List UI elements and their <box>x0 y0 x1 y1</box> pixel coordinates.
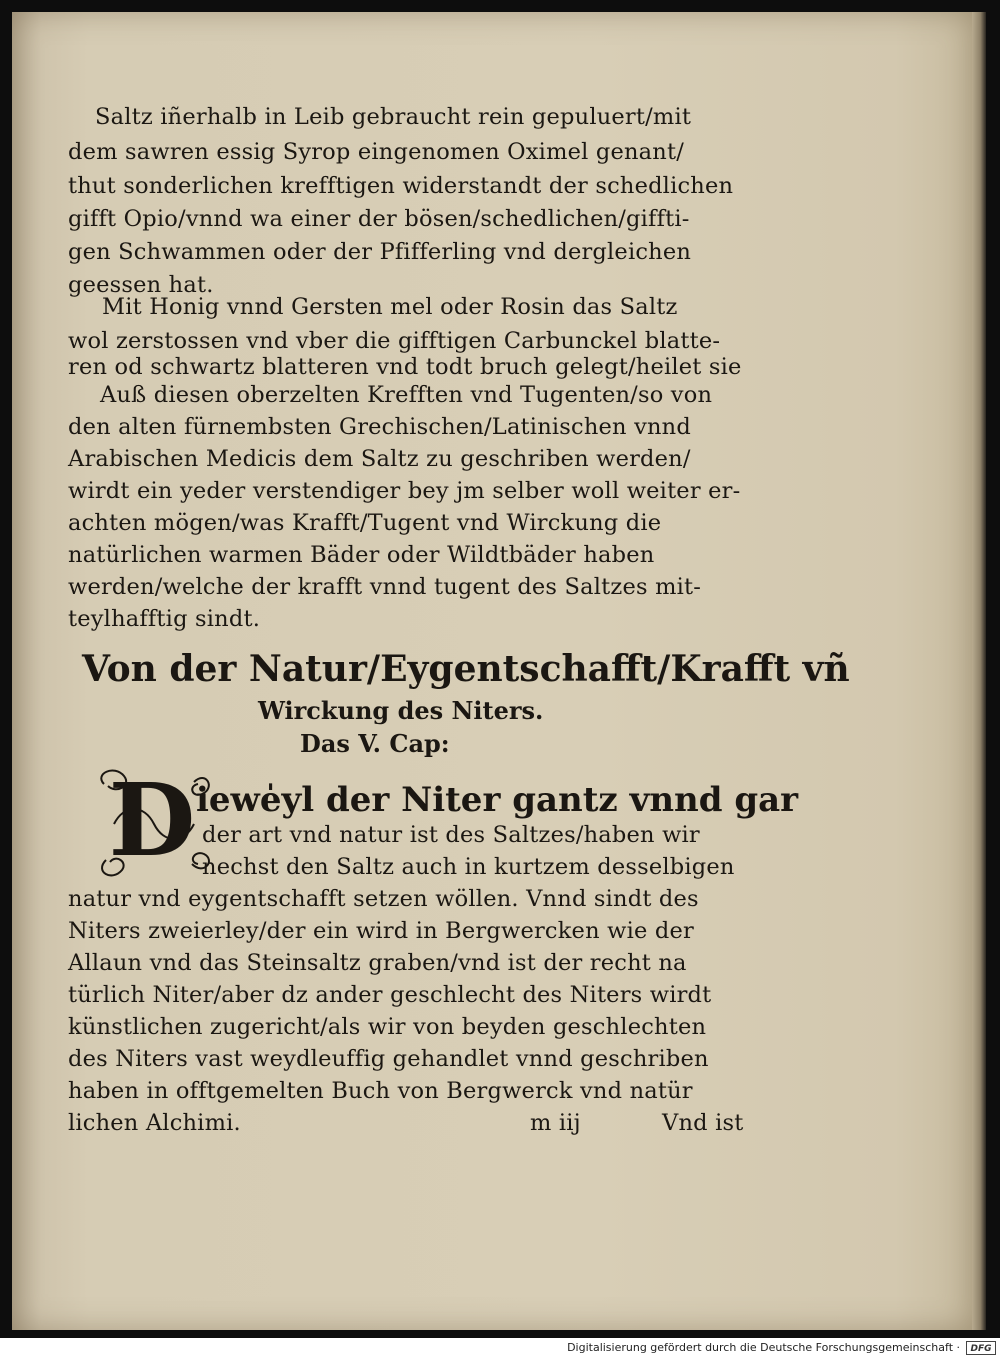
footer-bar <box>0 1338 1000 1359</box>
signature-mark: m iij <box>530 1110 581 1136</box>
text-line: türlich Niter/aber dz ander geschlecht des Niters wirdt <box>68 982 712 1008</box>
text-line: wirdt ein yeder verstendiger bey jm selber woll weiter er- <box>68 478 741 504</box>
text-line: der art vnd natur ist des Saltzes/haben wir <box>202 822 700 848</box>
text-line: Auß diesen oberzelten Krefften vnd Tugenten/so von <box>100 382 713 408</box>
text-line: teylhafftig sindt. <box>68 606 261 632</box>
chapter-subheading: Wirckung des Niters. <box>258 696 544 725</box>
catchword: Vnd ist <box>662 1110 744 1136</box>
text-line: Allaun vnd das Steinsaltz graben/vnd ist der recht na <box>68 950 687 976</box>
text-line: nechst den Saltz auch in kurtzem desselbigen <box>202 854 735 880</box>
text-line: iewe̍yl der Niter gantz vnnd gar <box>196 780 799 820</box>
book-page <box>12 12 972 1330</box>
text-line: gifft Opio/vnnd wa einer der bösen/schedlichen/giffti- <box>68 206 690 232</box>
text-line: wol zerstossen vnd vber die gifftigen Carbunckel blatte- <box>68 328 721 354</box>
text-line: thut sonderlichen krefftigen widerstandt der schedlichen <box>68 173 734 199</box>
text-line: Niters zweierley/der ein wird in Bergwercken wie der <box>68 918 694 944</box>
text-line: natur vnd eygentschafft setzen wöllen. Vnnd sindt des <box>68 886 699 912</box>
text-line: geessen hat. <box>68 272 214 298</box>
text-line: gen Schwammen oder der Pfifferling vnd dergleichen <box>68 239 692 265</box>
text-line: künstlichen zugericht/als wir von beyden geschlechten <box>68 1014 707 1040</box>
decorated-initial: D <box>108 761 196 879</box>
text-line: achten mögen/was Krafft/Tugent vnd Wirckung die <box>68 510 662 536</box>
chapter-number: Das V. Cap: <box>300 729 450 758</box>
funding-credit: Digitalisierung gefördert durch die Deutsche Forschungsgemeinschaft · <box>567 1341 960 1354</box>
text-line: Arabischen Medicis dem Saltz zu geschriben werden/ <box>68 446 691 472</box>
text-line: ren od schwartz blatteren vnd todt bruch gelegt/heilet sie <box>68 354 742 380</box>
chapter-heading: Von der Natur/Eygentschafft/Krafft vñ <box>82 648 850 690</box>
text-line: lichen Alchimi. <box>68 1110 241 1136</box>
text-line: den alten fürnembsten Grechischen/Latinischen vnnd <box>68 414 691 440</box>
text-line: haben in offtgemelten Buch von Bergwerck vnd natür <box>68 1078 693 1104</box>
text-line: werden/welche der krafft vnnd tugent des Saltzes mit- <box>68 574 702 600</box>
text-line: dem sawren essig Syrop eingenomen Oximel genant/ <box>68 139 685 165</box>
text-line: Mit Honig vnnd Gersten mel oder Rosin das Saltz <box>102 294 678 320</box>
text-line: Saltz iñerhalb in Leib gebraucht rein gepuluert/mit <box>95 104 692 130</box>
page-edge-shadow <box>972 12 986 1330</box>
text-line: des Niters vast weydleuffig gehandlet vnnd geschriben <box>68 1046 709 1072</box>
text-line: natürlichen warmen Bäder oder Wildtbäder haben <box>68 542 655 568</box>
dfg-logo: DFG <box>966 1341 996 1355</box>
